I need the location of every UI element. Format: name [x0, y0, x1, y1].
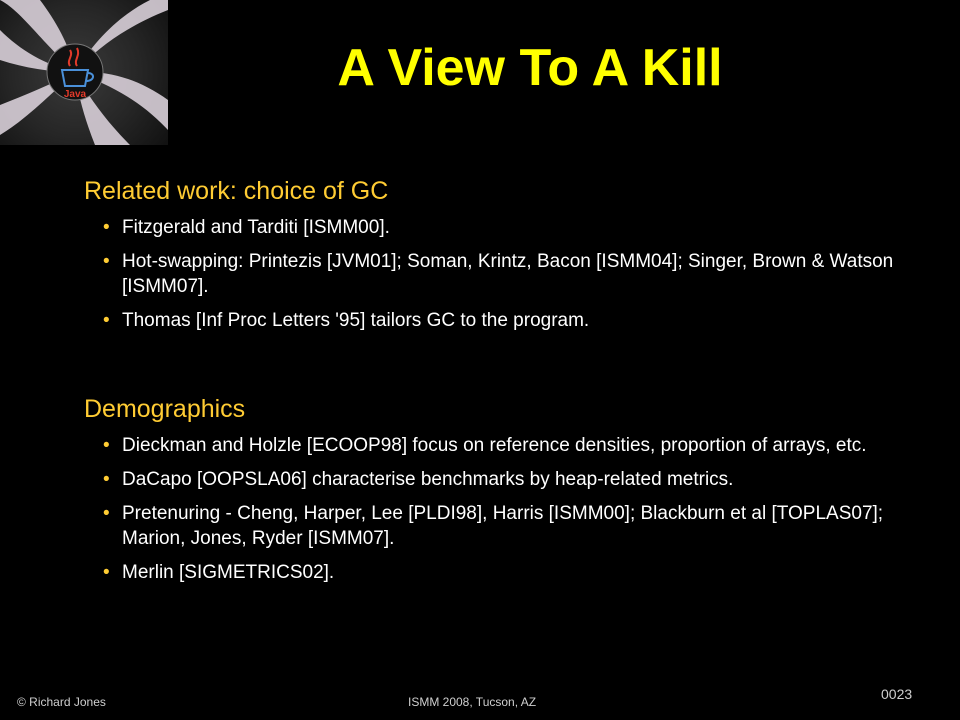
footer-copyright: © Richard Jones	[17, 695, 106, 709]
java-gunbarrel-logo-icon	[0, 0, 168, 145]
list-item	[84, 249, 924, 299]
section-heading: Related work: choice of GC	[84, 177, 389, 205]
java-logo-text: Java	[63, 89, 87, 100]
bullet-text: Hot-swapping: Printezis [JVM01]; Soman, Krintz, Bacon [ISMM04]; Singer, Brown & Watson [ISMM07].	[122, 251, 894, 297]
bullet-icon: •	[103, 469, 110, 490]
bullet-text: DaCapo [OOPSLA06] characterise benchmarks by heap-related metrics.	[122, 469, 734, 490]
bullet-icon: •	[103, 251, 110, 272]
list-item	[84, 215, 924, 240]
bullet-text: Pretenuring - Cheng, Harper, Lee [PLDI98], Harris [ISMM00]; Blackburn et al [TOPLAS07]; Marion, Jones, Ryder [ISMM07].	[122, 503, 884, 549]
list-item	[84, 501, 924, 551]
bullet-text: Fitzgerald and Tarditi [ISMM00].	[122, 217, 390, 238]
bullet-list	[84, 215, 924, 333]
list-item	[84, 433, 924, 458]
bullet-text: Merlin [SIGMETRICS02].	[122, 562, 335, 583]
list-item	[84, 308, 924, 333]
bullet-text: Thomas [Inf Proc Letters '95] tailors GC to the program.	[122, 310, 590, 331]
bullet-list	[84, 433, 924, 585]
list-item	[84, 560, 924, 585]
section-related-work	[84, 176, 924, 342]
bullet-icon: •	[103, 503, 110, 524]
bullet-icon: •	[103, 217, 110, 238]
section-demographics	[84, 394, 924, 594]
section-heading: Demographics	[84, 395, 246, 423]
list-item	[84, 467, 924, 492]
footer-conference: ISMM 2008, Tucson, AZ	[408, 695, 537, 709]
bullet-icon: •	[103, 310, 110, 331]
slide-number: 0023	[881, 686, 913, 702]
slide-title: A View To A Kill	[337, 39, 723, 97]
bullet-icon: •	[103, 435, 110, 456]
bullet-icon: •	[103, 562, 110, 583]
bullet-text: Dieckman and Holzle [ECOOP98] focus on reference densities, proportion of arrays, etc.	[122, 435, 867, 456]
